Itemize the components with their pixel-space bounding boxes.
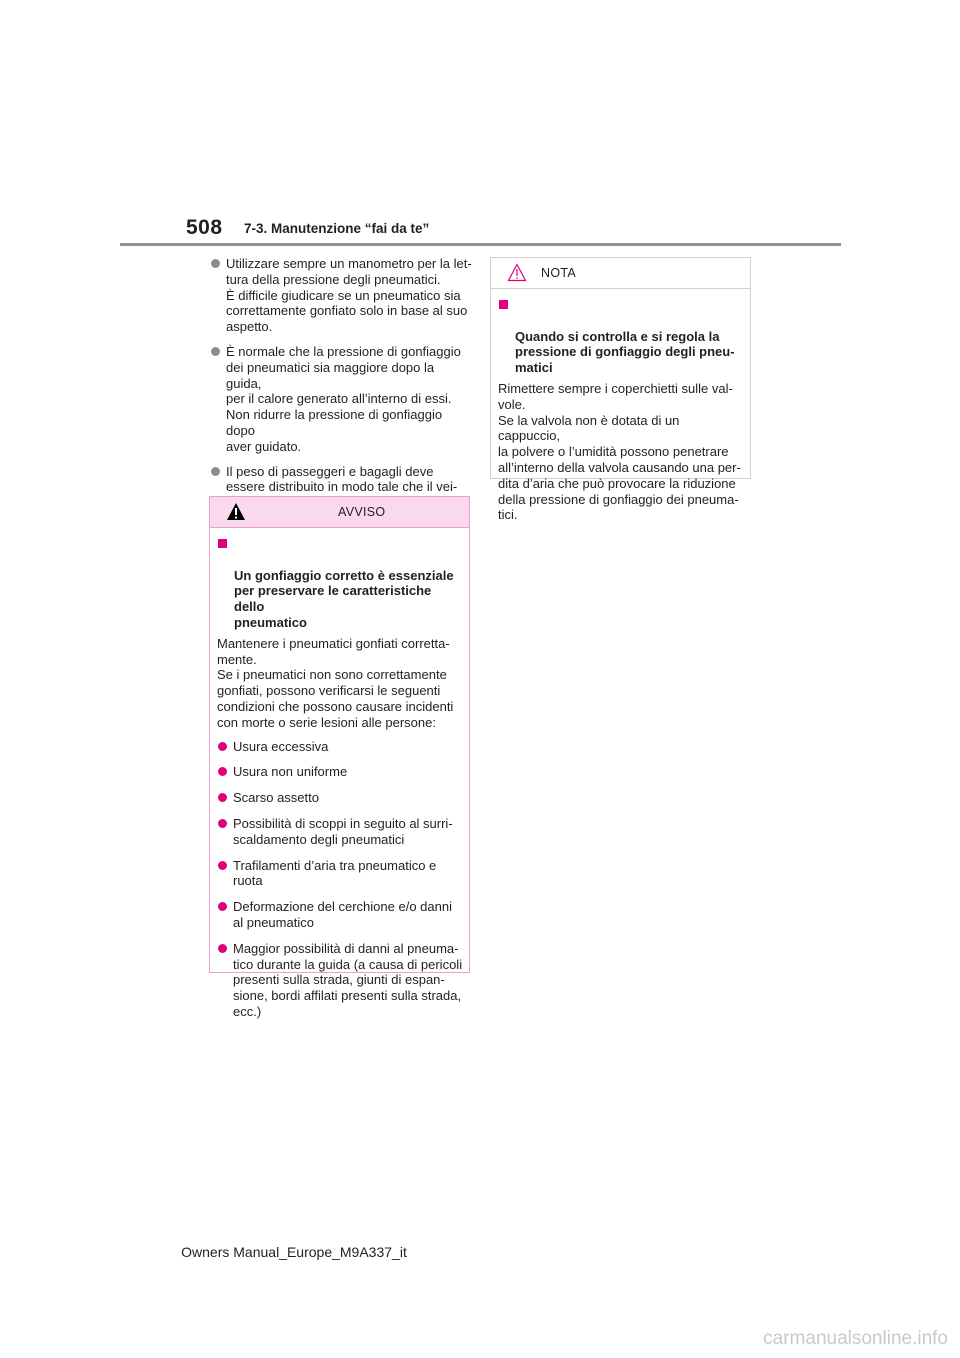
bullet-icon	[211, 467, 220, 476]
square-bullet-icon	[499, 300, 508, 309]
section-title: 7-3. Manutenzione “fai da te”	[244, 221, 430, 236]
bullet-icon	[218, 861, 227, 870]
footer	[0, 1244, 960, 1260]
square-bullet-icon	[218, 539, 227, 548]
note-box-header	[491, 258, 750, 289]
list-item	[217, 816, 463, 848]
list-item	[217, 764, 463, 780]
left-column	[210, 256, 472, 520]
list-item-text: Maggior possibilità di danni al pneuma- tico durante la guida (a causa di pericoli presenti sulla strada, giunti di espan- sione, bordi affilati presenti sulla strada, ecc.)	[233, 940, 463, 1019]
list-item-text: Usura eccessiva	[233, 738, 329, 754]
caution-triangle-icon	[507, 263, 527, 282]
warning-box	[209, 496, 470, 1019]
list-item	[217, 790, 463, 806]
list-item-text: Deformazione del cerchione e/o danni al pneumatico	[233, 899, 452, 930]
note-label: NOTA	[541, 266, 576, 280]
bullet-icon	[218, 902, 227, 911]
warning-box-body	[210, 528, 469, 1020]
bullet-icon	[218, 767, 227, 776]
bullet-icon	[211, 259, 220, 268]
list-item-text: Scarso assetto	[233, 790, 319, 806]
warning-subheading	[217, 536, 463, 631]
note-box-body	[491, 289, 750, 523]
warning-label: AVVISO	[338, 505, 386, 519]
list-item-text: Possibilità di scoppi in seguito al surri- scaldamento degli pneumatici	[233, 815, 453, 847]
note-paragraph: Rimettere sempre i coperchietti sulle val- vole. Se la valvola non è dotata di un cappuccio, la polvere o l’umidità possono penetrare all’interno della valvola causando una per- dita d’aria che può provocare la riduzione della pressione di gonfiaggio dei pneuma- tici.	[498, 380, 741, 523]
header-divider	[120, 243, 841, 246]
list-item-text: Utilizzare sempre un manometro per la let- tura della pressione degli pneumatici. È difficile giudicare se un pneumatico sia correttamente gonfiato solo in base al suo aspetto.	[226, 256, 472, 335]
list-item	[217, 941, 463, 1020]
note-subheading-text: Quando si controlla e si regola la pressione di gonfiaggio degli pneu- matici	[515, 328, 735, 376]
bullet-icon	[218, 793, 227, 802]
list-item-text: Il peso di passeggeri e bagagli deve essere distribuito in modo tale che il vei-	[226, 463, 458, 495]
note-box	[490, 257, 751, 523]
list-item	[217, 858, 463, 890]
warning-box-header	[210, 497, 469, 528]
bullet-icon	[211, 347, 220, 356]
bullet-icon	[218, 944, 227, 953]
list-item	[210, 256, 472, 335]
warning-paragraph: Mantenere i pneumatici gonfiati corretta- mente. Se i pneumatici non sono correttamente gonfiati, possono verificarsi le seguenti condizioni che possono causare incidenti con morte o serie lesioni alle persone:	[217, 635, 454, 730]
bullet-icon	[218, 742, 227, 751]
note-subheading	[498, 297, 744, 376]
list-item	[210, 344, 472, 455]
watermark: carmanualsonline.info	[763, 1328, 948, 1349]
footer-text: Owners Manual_Europe_M9A337_it	[181, 1244, 407, 1260]
list-item	[217, 739, 463, 755]
bullet-icon	[218, 819, 227, 828]
list-item-text: Usura non uniforme	[233, 764, 348, 780]
page-number: 508	[186, 216, 223, 239]
list-item-text: Trafilamenti d’aria tra pneumatico e ruota	[233, 857, 437, 889]
list-item	[217, 899, 463, 931]
page-header	[0, 0, 960, 250]
warning-subheading-text: Un gonfiaggio corretto è essenziale per preservare le caratteristiche dello pneumatico	[234, 567, 454, 630]
list-item-text: È normale che la pressione di gonfiaggio dei pneumatici sia maggiore dopo la guida, per il calore generato all’interno di essi. Non ridurre la pressione di gonfiaggio dopo aver guidato.	[226, 343, 461, 454]
warning-triangle-icon	[226, 502, 246, 521]
